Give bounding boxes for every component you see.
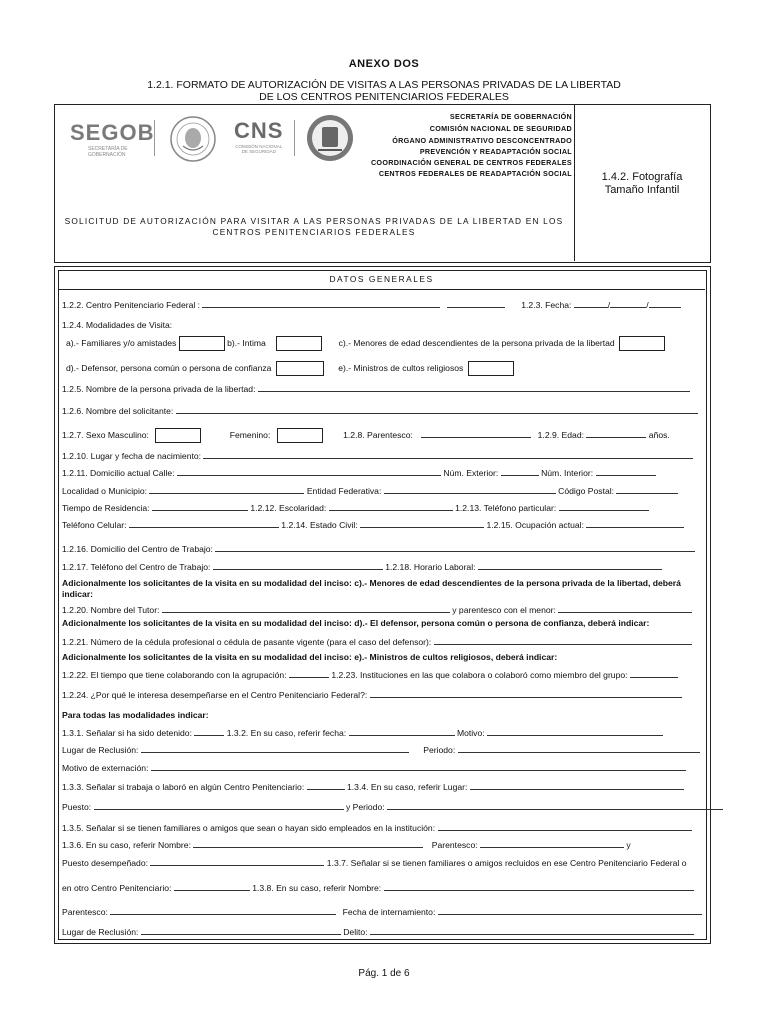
row-trabaja-centro <box>62 781 684 792</box>
tel-trabajo-label: 1.2.17. Teléfono del Centro de Trabajo: <box>62 562 211 572</box>
edad-label: 1.2.9. Edad: <box>537 429 585 440</box>
detenido-label: 1.3.1. Señalar si ha sido detenido: <box>62 728 192 738</box>
familiares-empleados-field[interactable] <box>438 822 692 831</box>
fecha-year-field[interactable] <box>649 299 681 308</box>
segob-logo: SEGOB SECRETARÍA DE GOBERNACIÓN <box>70 120 155 158</box>
celular-label: Teléfono Celular: <box>62 520 127 530</box>
referir-lugar-field[interactable] <box>470 781 684 790</box>
row-parentesco3 <box>62 906 702 917</box>
fecha-label: 1.2.3. Fecha: <box>521 300 572 310</box>
motivo-ext-field[interactable] <box>151 762 686 771</box>
org-line-4: PREVENCIÓN Y READAPTACIÓN SOCIAL <box>419 147 572 156</box>
puesto-field[interactable] <box>94 801 344 810</box>
interes-label: 1.2.24. ¿Por qué le interesa desempeñarse en el Centro Penitenciario Federal?: <box>62 690 368 700</box>
localidad-label: Localidad o Municipio: <box>62 486 148 496</box>
adicional-e: Adicionalmente los solicitantes de la visita en su modalidad del inciso: e).- Ministros de cultos religiosos, deberá indicar: <box>62 652 558 662</box>
lugar-reclusion-label: Lugar de Reclusión: <box>62 745 139 755</box>
puesto-label: Puesto: <box>62 802 92 812</box>
delito-label: Delito: <box>343 927 368 937</box>
cedula-field[interactable] <box>434 636 692 645</box>
cp-label: Código Postal: <box>558 486 615 496</box>
mod-c-label: c).- Menores de edad descendientes de la persona privada de la libertad <box>338 337 615 348</box>
parentesco3-field[interactable] <box>110 906 336 915</box>
mod-a-label: a).- Familiares y/o amistades <box>66 337 177 348</box>
instituciones-label: 1.2.23. Instituciones en las que colabora o colaboró como miembro del grupo: <box>331 670 628 680</box>
motivo-label: Motivo: <box>456 728 485 738</box>
cedula-label: 1.2.21. Número de la cédula profesional o cédula de pasante vigente (para el caso del defensor): <box>62 637 432 647</box>
row-interes <box>62 689 682 700</box>
row-lugar-reclusion2 <box>62 926 694 937</box>
adicional-d: Adicionalmente los solicitantes de la visita en su modalidad del inciso: d).- El defensor, persona común o persona de confianza, deberá indicar: <box>62 618 650 628</box>
logo-divider <box>154 120 155 156</box>
org-line-5: COORDINACIÓN GENERAL DE CENTROS FEDERALES <box>370 158 572 167</box>
tutor-label: 1.2.20. Nombre del Tutor: <box>62 605 160 615</box>
localidad-field[interactable] <box>149 485 304 494</box>
escolaridad-label: 1.2.12. Escolaridad: <box>250 503 327 513</box>
tel-part-label: 1.2.13. Teléfono particular: <box>455 503 557 513</box>
row-trabajo <box>62 543 695 554</box>
row-tel-trabajo <box>62 561 662 572</box>
tiempo-agrupacion-label: 1.2.22. El tiempo que tiene colaborando con la agrupación: <box>62 670 287 680</box>
document-title: ANEXO DOS <box>348 58 420 70</box>
referir-nombre2-field[interactable] <box>384 882 694 891</box>
referir-nombre-field[interactable] <box>193 839 423 848</box>
masculino-checkbox[interactable] <box>155 428 201 443</box>
parentesco3-label: Parentesco: <box>62 907 108 917</box>
periodo-field[interactable] <box>458 744 700 753</box>
mod-d-checkbox[interactable] <box>276 361 324 376</box>
familiares-empleados-label: 1.3.5. Señalar si se tienen familiares o amigos que sean o hayan sido empleados en la institución: <box>62 823 436 833</box>
mod-a-checkbox[interactable] <box>179 336 225 351</box>
domicilio-field[interactable] <box>177 467 441 476</box>
escolaridad-field[interactable] <box>329 502 453 511</box>
centro-field-2[interactable] <box>447 299 505 308</box>
trabajo-field[interactable] <box>215 543 695 552</box>
femenino-checkbox[interactable] <box>277 428 323 443</box>
page-number: Pág. 1 de 6 <box>358 968 410 979</box>
en-otro-centro-label: en otro Centro Penitenciario: <box>62 883 172 893</box>
parentesco-menor-label: y parentesco con el menor: <box>452 605 556 615</box>
lugar-reclusion2-field[interactable] <box>141 926 341 935</box>
centro-label: 1.2.2. Centro Penitenciario Federal : <box>62 300 201 310</box>
y-periodo-label: y Periodo: <box>345 802 385 812</box>
parentesco2-label: Parentesco: <box>431 840 478 850</box>
mod-b-label: b).- Intima <box>227 337 266 348</box>
para-todas-label: Para todas las modalidades indicar: <box>62 710 209 720</box>
document-subtitle-line2: DE LOS CENTROS PENITENCIARIOS FEDERALES <box>259 91 509 103</box>
lugar-reclusion2-label: Lugar de Reclusión: <box>62 927 139 937</box>
fecha-intern-field[interactable] <box>438 906 702 915</box>
estado-civil-field[interactable] <box>360 519 484 528</box>
interes-field[interactable] <box>370 689 682 698</box>
nombre-ppl-field[interactable] <box>258 383 690 392</box>
residencia-field[interactable] <box>152 502 248 511</box>
motivo-ext-label: Motivo de externación: <box>62 763 149 773</box>
row-tutor <box>62 604 692 615</box>
femenino-label: Femenino: <box>229 429 271 440</box>
entidad-field[interactable] <box>384 485 556 494</box>
num-ext-field[interactable] <box>501 467 539 476</box>
cp-field[interactable] <box>616 485 678 494</box>
logo-divider-2 <box>294 120 295 156</box>
mod-b-checkbox[interactable] <box>276 336 322 351</box>
celular-field[interactable] <box>129 519 279 528</box>
row-tiempo-agrupacion <box>62 669 678 680</box>
familiares-recluidos-label: 1.3.7. Señalar si se tienen familiares o amigos recluidos en ese Centro Penitenciario Federal o <box>326 858 687 868</box>
solicitante-field[interactable] <box>176 405 698 414</box>
row-centro: 1.2.2. Centro Penitenciario Federal : 1.2.3. Fecha: / / <box>62 299 681 310</box>
mod-c-checkbox[interactable] <box>619 336 665 351</box>
parentesco2-field[interactable] <box>480 839 624 848</box>
domicilio-label: 1.2.11. Domicilio actual Calle: <box>62 468 175 478</box>
row-celular <box>62 519 684 530</box>
row-localidad <box>62 485 678 496</box>
horario-field[interactable] <box>478 561 662 570</box>
residencia-label: Tiempo de Residencia: <box>62 503 150 513</box>
fecha-detencion-label: 1.3.2. En su caso, referir fecha: <box>226 728 347 738</box>
lugar-reclusion-field[interactable] <box>141 744 409 753</box>
row-mod-de <box>66 361 514 376</box>
modalidades-label: 1.2.4. Modalidades de Visita: <box>62 320 173 330</box>
motivo-field[interactable] <box>487 727 663 736</box>
fecha-month-field[interactable] <box>610 299 646 308</box>
header-divider <box>574 104 575 261</box>
row-puesto <box>62 801 723 812</box>
row-residencia <box>62 502 649 513</box>
row-motivo-ext <box>62 762 686 773</box>
org-line-1: SECRETARÍA DE GOBERNACIÓN <box>449 112 572 121</box>
row-sexo <box>62 428 670 443</box>
fecha-intern-label: Fecha de internamiento: <box>342 907 436 917</box>
tiempo-agrupacion-field[interactable] <box>289 669 329 678</box>
row-cedula <box>62 636 692 647</box>
parentesco-label: 1.2.8. Parentesco: <box>343 429 413 440</box>
org-line-2: COMISIÓN NACIONAL DE SEGURIDAD <box>429 124 572 133</box>
row-nombre-ppl <box>62 383 690 394</box>
num-int-field[interactable] <box>596 467 656 476</box>
penitentiary-seal-icon <box>304 112 356 169</box>
masculino-label: 1.2.7. Sexo Masculino: <box>62 429 149 440</box>
nacimiento-label: 1.2.10. Lugar y fecha de nacimiento: <box>62 451 202 461</box>
document-subtitle-line1: 1.2.1. FORMATO DE AUTORIZACIÓN DE VISITAS A LAS PERSONAS PRIVADAS DE LA LIBERTAD <box>147 79 621 91</box>
national-seal-icon <box>168 114 218 169</box>
referir-lugar-label: 1.3.4. En su caso, referir Lugar: <box>347 782 468 792</box>
y-periodo-field[interactable] <box>387 801 723 810</box>
adicional-c-line1: Adicionalmente los solicitantes de la visita en su modalidad del inciso: c).- Menores de edad descendientes de la persona privada de la libertad, deberá <box>62 578 681 588</box>
tel-part-field[interactable] <box>559 502 649 511</box>
en-otro-centro-field[interactable] <box>174 882 250 891</box>
mod-d-label: d).- Defensor, persona común o persona de confianza <box>66 362 272 373</box>
tutor-field[interactable] <box>162 604 450 613</box>
adicional-c-line2: indicar: <box>62 589 94 599</box>
solicitud-line1: SOLICITUD DE AUTORIZACIÓN PARA VISITAR A LAS PERSONAS PRIVADAS DE LA LIBERTAD EN LOS <box>64 216 564 226</box>
row-domicilio <box>62 467 656 478</box>
horario-label: 1.2.18. Horario Laboral: <box>385 562 476 572</box>
org-line-6: CENTROS FEDERALES DE READAPTACIÓN SOCIAL <box>378 169 572 178</box>
anos-label: años. <box>648 429 670 440</box>
periodo-label: Periodo: <box>423 745 456 755</box>
nombre-ppl-label: 1.2.5. Nombre de la persona privada de la libertad: <box>62 384 256 394</box>
estado-civil-label: 1.2.14. Estado Civil: <box>281 520 358 530</box>
mod-e-checkbox[interactable] <box>468 361 514 376</box>
row-en-otro-centro <box>62 882 694 893</box>
solicitud-line2: CENTROS PENITENCIARIOS FEDERALES <box>212 227 416 237</box>
ocupacion-label: 1.2.15. Ocupación actual: <box>486 520 584 530</box>
photo-label-line1: 1.4.2. Fotografía <box>601 171 683 183</box>
nacimiento-field[interactable] <box>203 450 693 459</box>
num-ext-label: Núm. Exterior: <box>443 468 499 478</box>
fecha-detencion-field[interactable] <box>349 727 455 736</box>
puesto-desempenado-field[interactable] <box>150 857 324 866</box>
parentesco-menor-field[interactable] <box>558 604 692 613</box>
num-int-label: Núm. Interior: <box>541 468 594 478</box>
cns-logo: CNS COMISIÓN NACIONAL DE SEGURIDAD <box>234 118 284 154</box>
centro-field[interactable] <box>202 299 440 308</box>
row-lugar-reclusion <box>62 744 700 755</box>
row-detenido <box>62 727 663 738</box>
org-line-3: ÓRGANO ADMINISTRATIVO DESCONCENTRADO <box>392 136 572 145</box>
tel-trabajo-field[interactable] <box>213 561 383 570</box>
solicitante-label: 1.2.6. Nombre del solicitante: <box>62 406 174 416</box>
row-nacimiento <box>62 450 693 461</box>
section-title: DATOS GENERALES <box>58 270 705 290</box>
referir-nombre2-label: 1.3.8. En su caso, referir Nombre: <box>252 883 382 893</box>
photo-label-line2: Tamaño Infantil <box>604 184 680 196</box>
row-mod-abc <box>66 336 665 351</box>
edad-field[interactable] <box>586 429 646 438</box>
entidad-label: Entidad Federativa: <box>306 486 382 496</box>
row-solicitante <box>62 405 698 416</box>
trabajo-label: 1.2.16. Domicilio del Centro de Trabajo: <box>62 544 213 554</box>
detenido-field[interactable] <box>194 727 224 736</box>
puesto-desempenado-label: Puesto desempeñado: <box>62 858 149 868</box>
delito-field[interactable] <box>370 926 694 935</box>
row-familiares-empleados <box>62 822 692 833</box>
fecha-day-field[interactable] <box>574 299 608 308</box>
row-referir-nombre <box>62 839 631 850</box>
instituciones-field[interactable] <box>630 669 678 678</box>
parentesco-field[interactable] <box>421 429 531 438</box>
trabaja-centro-field[interactable] <box>307 781 345 790</box>
ocupacion-field[interactable] <box>586 519 684 528</box>
mod-e-label: e).- Ministros de cultos religiosos <box>338 362 464 373</box>
row-puesto-desempenado <box>62 857 687 868</box>
referir-nombre-label: 1.3.6. En su caso, referir Nombre: <box>62 840 191 850</box>
trabaja-centro-label: 1.3.3. Señalar si trabaja o laboró en algún Centro Penitenciario: <box>62 782 305 792</box>
y-label: y <box>626 840 631 850</box>
